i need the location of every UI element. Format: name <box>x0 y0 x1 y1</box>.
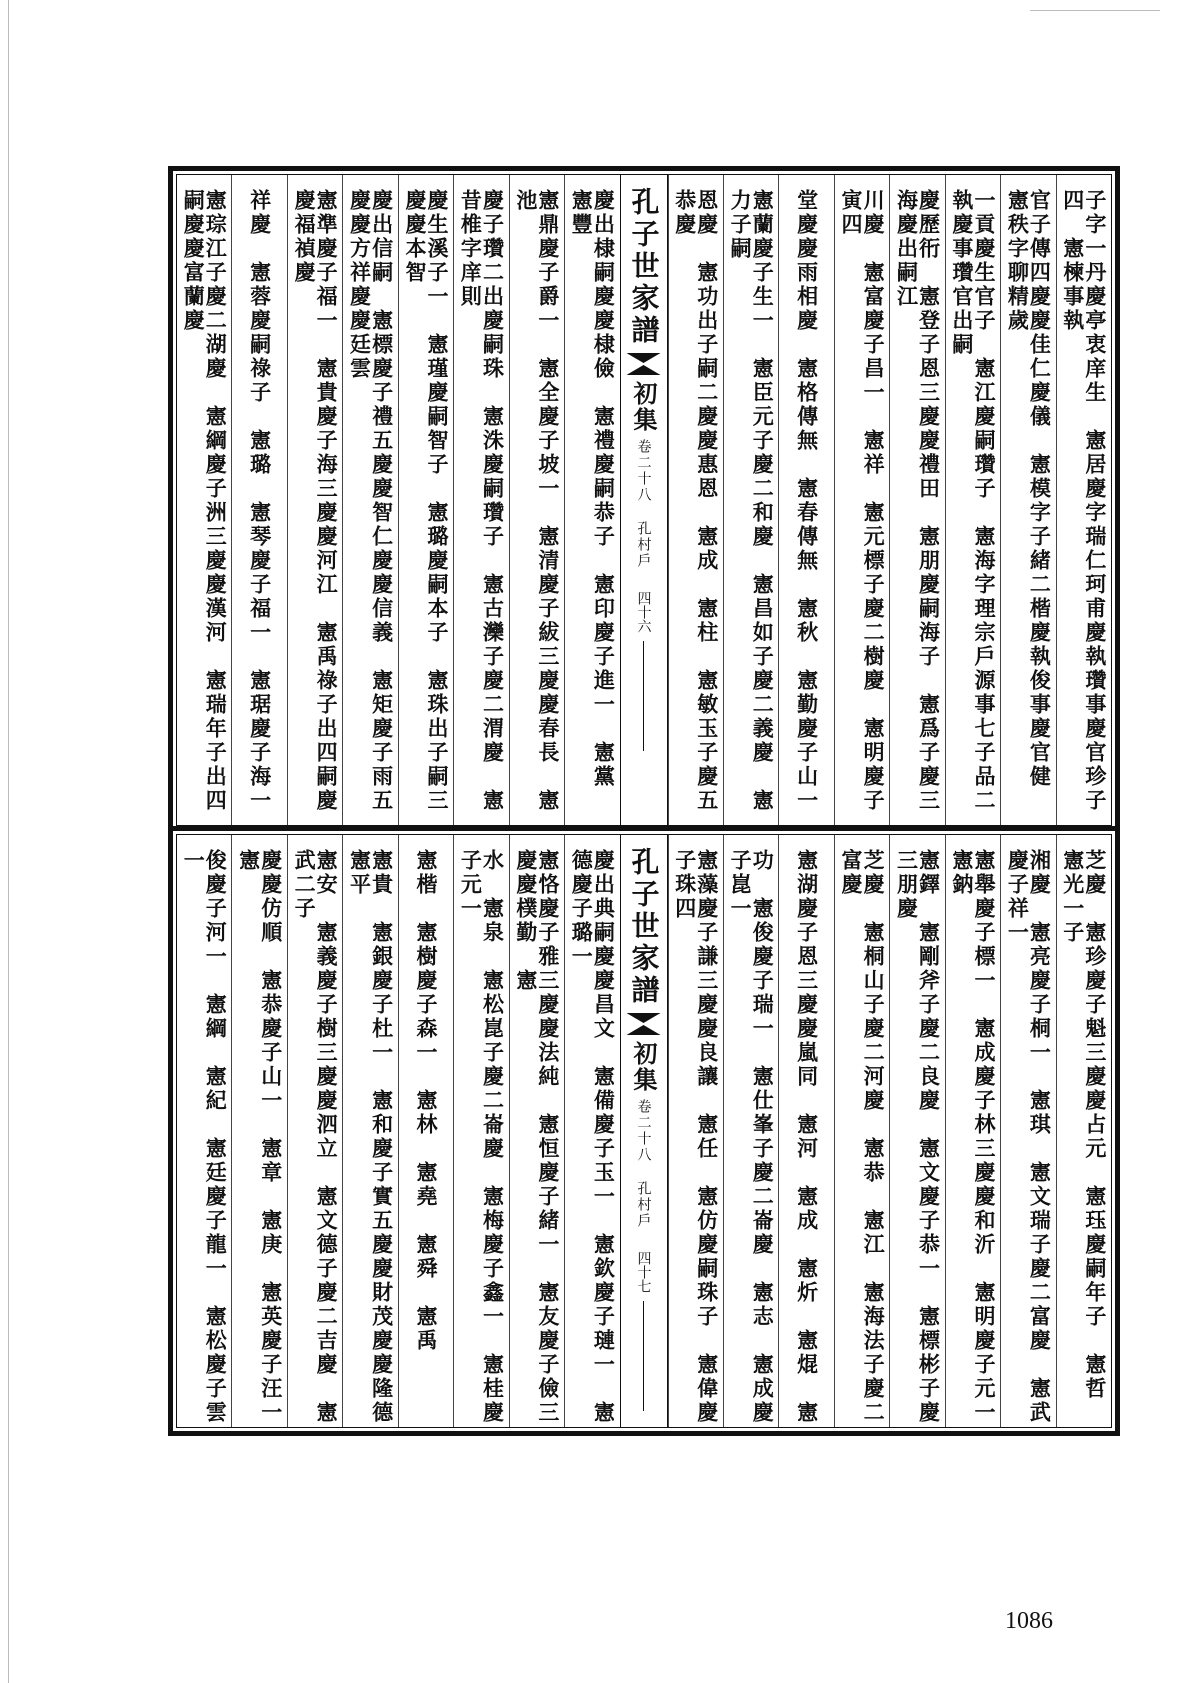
col <box>564 175 619 825</box>
top-genealogy-panel <box>168 166 1120 834</box>
col <box>342 175 397 825</box>
col <box>564 835 619 1427</box>
col <box>889 175 944 825</box>
col <box>453 175 508 825</box>
genealogy-entry-column: 一貢慶生官子 憲江慶嗣瓚子 憲海字理宗戶源事七子品二執慶事瓚官出嗣 <box>949 189 997 813</box>
genealogy-entry-column: 憲蘭慶子生一 憲臣元子慶二和慶 憲昌如子慶二義慶 憲力子嗣 <box>728 189 776 813</box>
leaf-number: 四十七 <box>635 1251 652 1293</box>
genealogy-entry-column: 水 憲泉 憲松崑子慶二崙慶 憲梅慶子鑫一 憲桂慶子元一 <box>458 849 506 1425</box>
genealogy-entry-column: 官子傳四慶慶佳仁慶儀 憲模字子緒二楷慶執俊事慶官健 憲秩字聊精歲 <box>1005 189 1053 813</box>
genealogy-entry-column: 憲鼎慶子爵一 憲全慶子坡一 憲清慶子紱三慶慶春長 憲池 <box>513 189 561 813</box>
col <box>1000 175 1055 825</box>
genealogy-entry-column: 憲恪慶子雅三慶慶法純 憲恒慶子緒一 憲友慶子儉三慶慶樸勤 憲 <box>513 849 561 1425</box>
bottom-panel-inner <box>176 834 1112 1449</box>
col <box>778 175 833 825</box>
fish-tail-mark-icon <box>627 1013 661 1035</box>
genealogy-entry-column: 俊慶子河一 憲綱 憲紀 憲廷慶子龍一 憲松慶子雲一 <box>181 849 229 1425</box>
volume-detail: 卷二十八 孔村戶 <box>635 1099 652 1229</box>
fish-tail-mark-icon <box>627 353 661 375</box>
genealogy-entry-column: 慶出典嗣慶慶昌文 憲備慶子玉一 憲欽慶子璉一 憲德慶子璐一 <box>569 849 617 1425</box>
col <box>342 835 397 1449</box>
top-panel-inner <box>176 174 1112 826</box>
col <box>398 835 453 1427</box>
genealogy-entry-column: 慶子瓚二出慶嗣珠 憲洙慶嗣瓚子 憲古灤子慶二渭慶 憲昔椎字庠則 <box>458 189 506 813</box>
genealogy-entry-column: 恩慶 憲功出子嗣二慶慶惠恩 憲成 憲柱 憲敏玉子慶五恭慶 <box>672 189 720 813</box>
col <box>1000 835 1055 1427</box>
col <box>177 835 231 1427</box>
col <box>834 175 889 825</box>
leaf-number: 四十六 <box>635 591 652 633</box>
book-title: 孔子世家譜 <box>627 847 661 1007</box>
col <box>1056 175 1111 825</box>
center-title-column <box>620 835 668 1427</box>
genealogy-entry-column: 功 憲俊慶子瑞一 憲仕峯子慶二崙慶 憲志 憲成慶子崑一 <box>728 849 776 1425</box>
col <box>834 835 889 1427</box>
genealogy-entry-column: 祥慶 憲蓉慶嗣祿子 憲璐 憲琴慶子福一 憲琚慶子海一 <box>247 189 273 813</box>
col <box>945 835 1000 1449</box>
page-edge-line-top <box>1030 10 1160 11</box>
volume-detail: 卷二十八 孔村戶 <box>635 439 652 569</box>
col <box>889 835 944 1427</box>
genealogy-entry-column: 湘慶 憲亮慶子桐一 憲琪 憲文瑞子慶二富慶 憲武慶子祥一 <box>1005 849 1053 1425</box>
genealogy-entry-column: 憲琮江子慶二湖慶 憲綱慶子洲三慶慶漢河 憲瑞年子出四嗣慶慶富蘭慶 <box>181 189 229 813</box>
center-rule <box>643 641 644 751</box>
col <box>231 175 286 825</box>
col <box>723 175 778 825</box>
center-rule <box>643 1301 644 1411</box>
genealogy-entry-column: 川慶 憲富慶子昌一 憲祥 憲元標子慶二樹慶 憲明慶子寅四 <box>839 189 887 813</box>
genealogy-entry-column: 憲楷 憲樹慶子森一 憲林 憲堯 憲舜 憲禹 <box>413 849 439 1353</box>
col <box>778 835 833 1427</box>
genealogy-entry-column: 憲準慶子福一 憲貴慶子海三慶慶河江 憲禹祿子出四嗣慶慶福禎慶 <box>292 189 340 813</box>
col <box>945 175 1000 825</box>
col <box>287 175 342 825</box>
page-number: 1086 <box>1005 1608 1053 1634</box>
volume-label: 初集 <box>629 1041 658 1093</box>
genealogy-entry-column: 子字一丹慶亭衷庠生 憲居慶字瑞仁珂甫慶執瓚事慶官珍子四 憲楝事執 <box>1060 189 1108 813</box>
col <box>668 175 723 825</box>
col <box>177 175 231 825</box>
volume-label: 初集 <box>629 381 658 433</box>
genealogy-entry-column: 憲貴 憲銀慶子杜一 憲和慶子實五慶慶財茂慶慶隆德 憲平 <box>347 849 395 1449</box>
col <box>1056 835 1111 1427</box>
genealogy-entry-column: 芝慶 憲桐山子慶二河慶 憲恭 憲江 憲海法子慶二富慶 <box>839 849 887 1425</box>
col <box>509 175 564 825</box>
genealogy-entry-column: 憲安 憲義慶子樹三慶慶泗立 憲文德子慶二吉慶 憲武二子 <box>292 849 340 1425</box>
col <box>509 835 564 1427</box>
col <box>668 835 723 1427</box>
genealogy-entry-column: 慶歷衎 憲登子恩三慶慶禮田 憲朋慶嗣海子 憲爲子慶三海慶出嗣江 <box>894 189 942 813</box>
col <box>453 835 508 1427</box>
page-edge-line <box>8 0 9 1683</box>
genealogy-entry-column: 慶出信嗣 憲標慶子禮五慶慶智仁慶慶信義 憲矩慶子雨五慶慶方祥慶慶廷雲 <box>347 189 395 813</box>
book-title: 孔子世家譜 <box>627 187 661 347</box>
genealogy-entry-column: 堂慶慶雨相慶 憲格傳無 憲春傳無 憲秋 憲勤慶子山一 <box>794 189 820 813</box>
col <box>287 835 342 1427</box>
col <box>398 175 453 825</box>
col <box>723 835 778 1427</box>
genealogy-entry-column: 慶出棣嗣慶慶棣儉 憲禮慶嗣恭子 憲印慶子進一 憲黨 憲豐 <box>569 189 617 813</box>
genealogy-entry-column: 憲藻慶子謙三慶慶良讓 憲任 憲仿慶嗣珠子 憲偉慶子珠四 <box>672 849 720 1425</box>
genealogy-entry-column: 慶生溪子一 憲瑾慶嗣智子 憲璐慶嗣本子 憲珠出子嗣三慶慶本智 <box>402 189 451 813</box>
genealogy-entry-column: 憲舉慶子標一 憲成慶子林三慶慶和沂 憲明慶子元一 憲鈉 <box>949 849 997 1449</box>
genealogy-entry-column: 憲湖慶子恩三慶慶嵐同 憲河 憲成 憲炘 憲焜 憲 <box>794 849 820 1425</box>
genealogy-entry-column: 憲鐸 憲剛斧子慶二良慶 憲文慶子恭一 憲標彬子慶三朋慶 <box>894 849 942 1425</box>
genealogy-entry-column: 慶慶仿順 憲恭慶子山一 憲章 憲庚 憲英慶子汪一 憲 <box>236 849 284 1449</box>
bottom-genealogy-panel <box>168 826 1120 1449</box>
genealogy-entry-column: 芝慶 憲珍慶子魁三慶慶占元 憲珏慶嗣年子 憲哲 憲光一子 <box>1060 849 1108 1425</box>
center-title-column <box>620 175 668 825</box>
col <box>231 835 286 1449</box>
